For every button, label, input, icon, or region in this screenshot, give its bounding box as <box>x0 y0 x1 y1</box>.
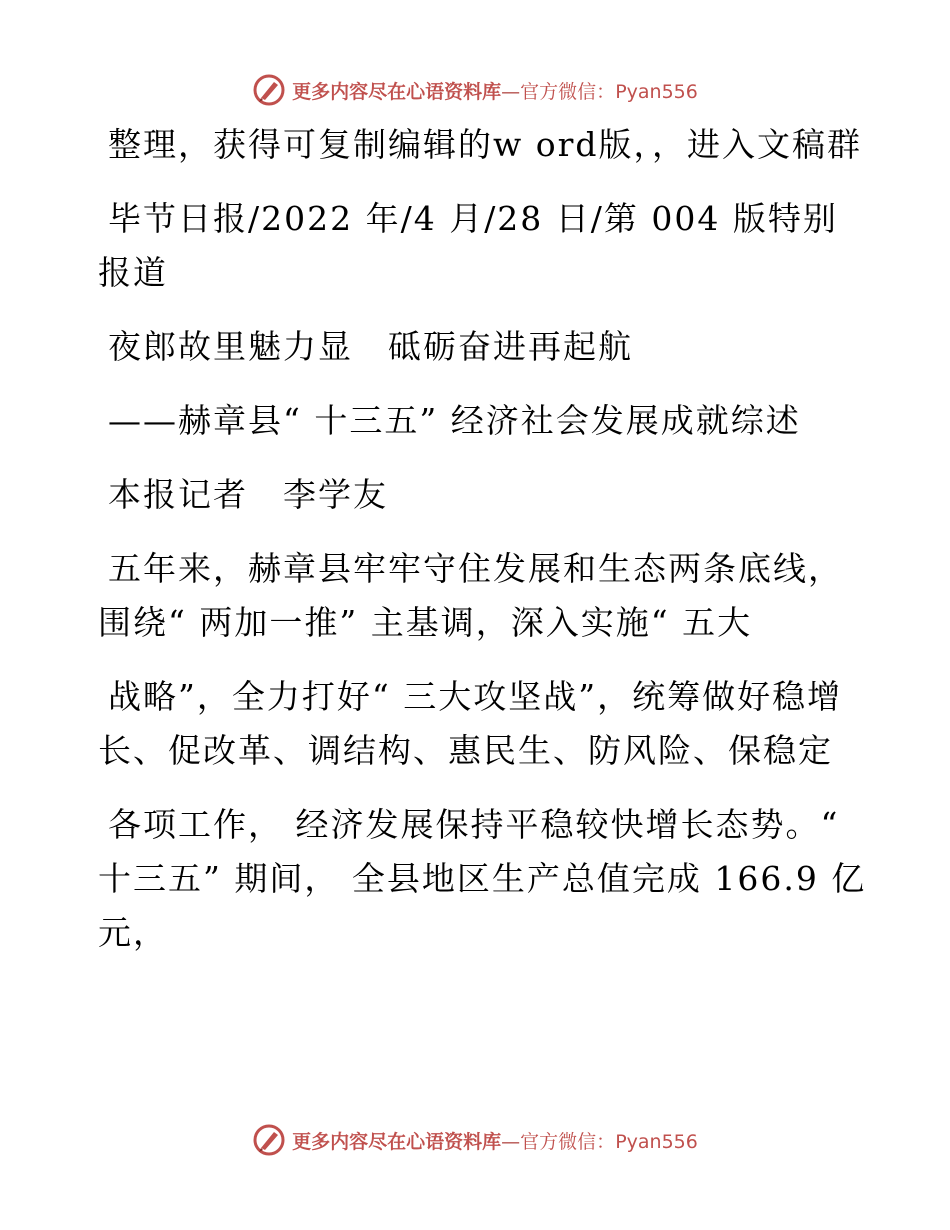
article-title: 夜郎故里魅力显 砥砺奋进再起航 <box>108 327 633 366</box>
watermark-text: 更多内容尽在心语资料库—官方微信：Pyan556 <box>292 80 698 103</box>
article-subtitle: ——赫章县“ 十三五” 经济社会发展成就综述 <box>108 401 801 440</box>
watermark-header <box>0 70 950 110</box>
article-byline: 本报记者 李学友 <box>108 475 388 514</box>
paragraph-body-1: 五年来，赫章县牢牢守住发展和生态两条底线，围绕“ 两加一推” 主基调，深入实施“ 五大 <box>98 549 843 642</box>
paragraph-body-2: 战略”，全力打好“ 三大攻坚战”，统筹做好稳增长、促改革、调结构、惠民生、防风险、保稳定 <box>98 677 843 770</box>
paragraph-intro: 整理，获得可复制编辑的w ord版，，进入文稿群 <box>108 125 863 164</box>
paragraph-source: 毕节日报/2022 年/4 月/28 日/第 004 版特别报道 <box>98 199 838 292</box>
watermark-text: 更多内容尽在心语资料库—官方微信：Pyan556 <box>292 1130 698 1153</box>
document-body <box>98 118 868 960</box>
watermark-footer <box>0 1120 950 1160</box>
paragraph-body-3: 各项工作， 经济发展保持平稳较快增长态势。“ 十三五” 期间， 全县地区生产总值完成 166.9 亿元， <box>98 805 867 952</box>
pen-logo-icon <box>252 73 286 107</box>
pen-logo-icon <box>252 1123 286 1157</box>
